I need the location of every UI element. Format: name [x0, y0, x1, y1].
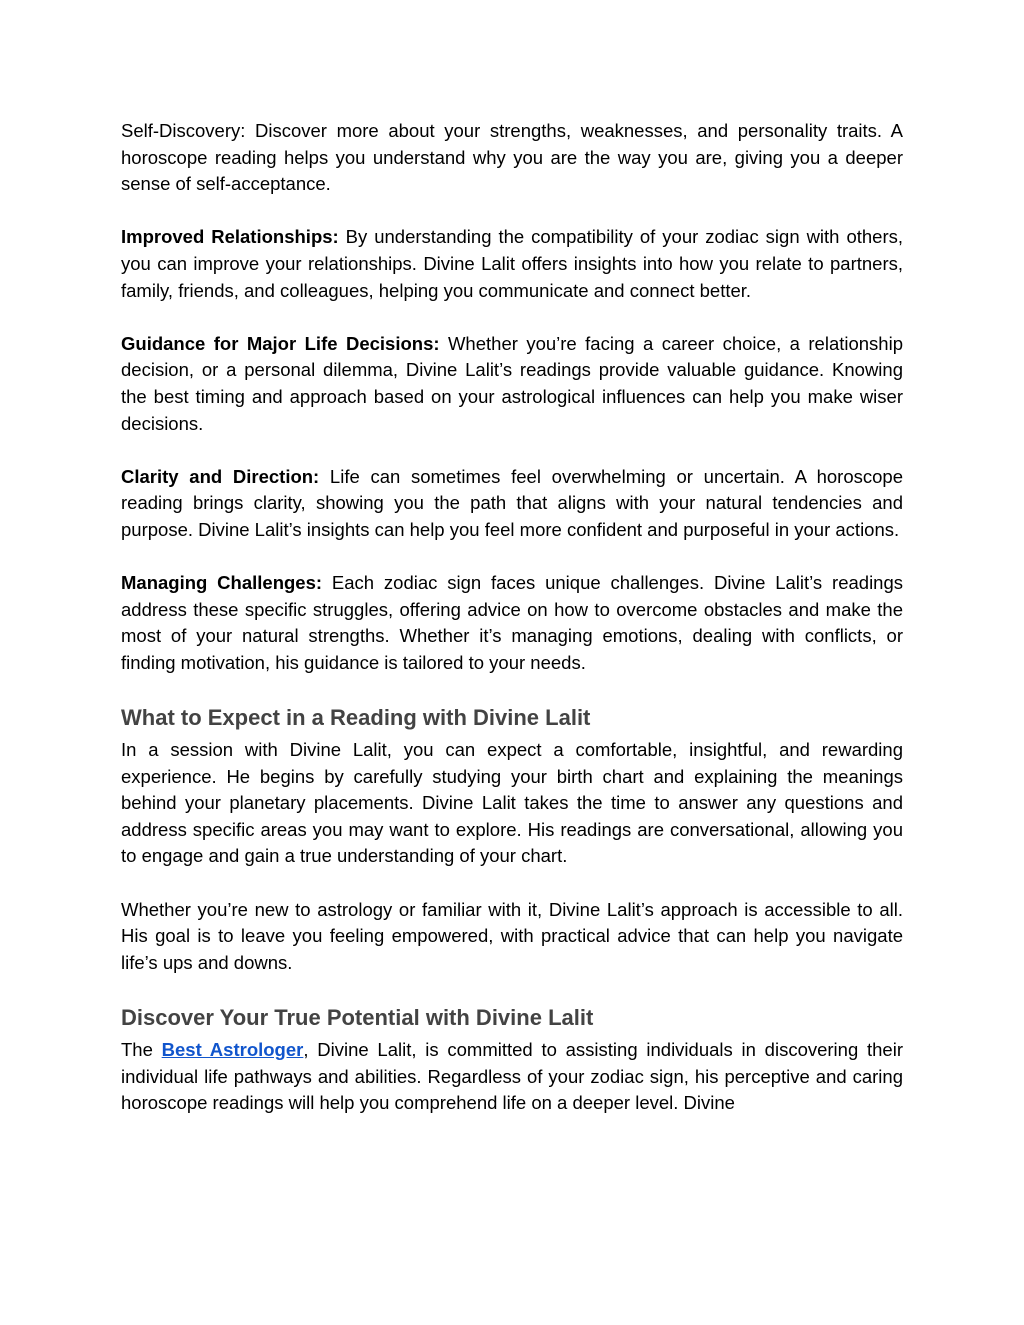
paragraph-improved-relationships [121, 224, 903, 304]
paragraph-session: In a session with Divine Lalit, you can expect a comfortable, insightful, and rewarding experience. He begins by carefully studying your birth chart and explaining the meanings behind your planetary placements. Divine Lalit takes the time to answer any questions and address specific areas you may want to explore. His readings are conversational, allowing you to engage and gain a true understanding of your chart. [121, 739, 903, 867]
challenges-text: Each zodiac sign faces unique challenges. Divine Lalit’s readings address these specific struggles, offering advice on how to overcome obstacles and make the most of your natural strengths. Whether it’s managing emotions, dealing with conflicts, or finding motivation, his guidance is tailored to your needs. [121, 572, 904, 673]
clarity-label: Clarity and Direction: [121, 465, 320, 487]
paragraph-clarity [121, 464, 903, 544]
paragraph-self-discovery [121, 118, 903, 198]
paragraph-approach: Whether you’re new to astrology or familiar with it, Divine Lalit’s approach is accessible to all. His goal is to leave you feeling empowered, with practical advice that can help you navigate life’s ups and downs. [121, 898, 903, 973]
paragraph-challenges [121, 570, 903, 676]
improved-relationships-text: By understanding the compatibility of your zodiac sign with others, you can improve your relationships. Divine Lalit offers insights into how you relate to partners, family, friends, and colleagues, helping you communicate and connect better. [121, 226, 903, 301]
paragraph-guidance [121, 331, 903, 437]
challenges-label: Managing Challenges: [121, 572, 323, 594]
guidance-text: Whether you’re facing a career choice, a relationship decision, or a personal dilemma, Divine Lalit’s readings provide valuable guidance. Knowing the best timing and approach based on your astrological influences can help you make wiser decisions. [121, 332, 903, 434]
paragraph-best-astrologer [121, 1037, 903, 1117]
improved-relationships-label: Improved Relationships: [121, 226, 339, 248]
guidance-label: Guidance for Major Life Decisions: [121, 332, 440, 354]
heading-discover-potential: Discover Your True Potential with Divine Lalit [121, 1005, 594, 1030]
self-discovery-text: Self-Discovery: Discover more about your strengths, weaknesses, and personality traits. A horoscope reading helps you understand why you are the way you are, giving you a deeper sense of self-acceptance. [121, 120, 903, 195]
best-astrologer-link[interactable]: Best Astrologer [161, 1039, 304, 1060]
best-astrologer-text-after: , Divine Lalit, is committed to assisting individuals in discovering their individual life pathways and abilities. Regardless of your zodiac sign, his perceptive and caring horoscope readings will help you comprehend life on a deeper level. Divine [121, 1039, 903, 1114]
best-astrologer-text-before: The [121, 1039, 162, 1060]
clarity-text: Life can sometimes feel overwhelming or uncertain. A horoscope reading brings clarity, showing you the path that aligns with your natural tendencies and purpose. Divine Lalit’s insights can help you feel more confident and purposeful in your actions. [121, 465, 903, 540]
heading-what-to-expect: What to Expect in a Reading with Divine Lalit [121, 705, 591, 731]
